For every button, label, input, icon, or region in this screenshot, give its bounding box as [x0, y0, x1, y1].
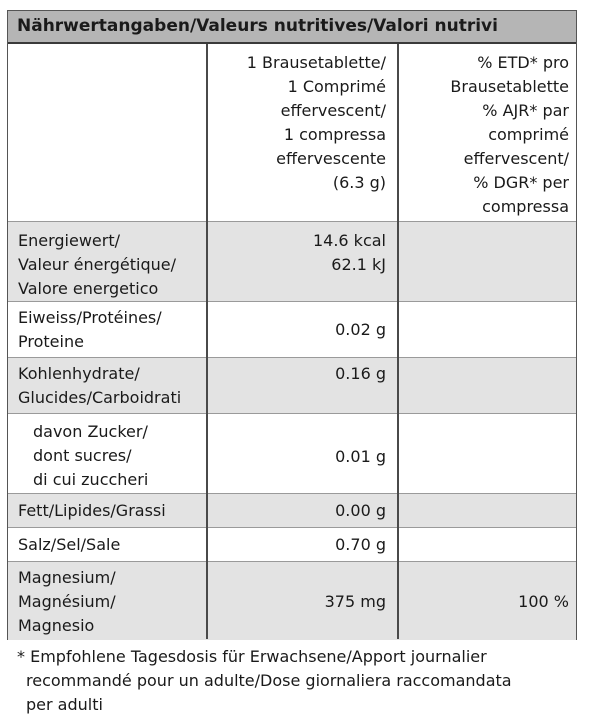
- row-value: 0.02 g: [335, 320, 386, 339]
- row-value: 0.70 g: [335, 535, 386, 554]
- nutrition-table: [7, 10, 577, 640]
- row-value: 375 mg: [324, 592, 386, 611]
- row-label: Magnesium/ Magnésium/ Magnesio: [18, 568, 116, 635]
- column-divider: [206, 44, 208, 639]
- row-percent: 100 %: [518, 592, 569, 611]
- row-label: Eiweiss/Protéines/ Proteine: [18, 308, 162, 351]
- row-value: 14.6 kcal 62.1 kJ: [312, 231, 386, 274]
- table-row-protein: [8, 301, 576, 357]
- row-label: Energiewert/ Valeur énergétique/ Valore energetico: [18, 231, 176, 298]
- table-row-sugars: [8, 413, 576, 493]
- table-row-fat: [8, 493, 576, 527]
- header-row: [8, 44, 576, 221]
- row-label: davon Zucker/ dont sucres/ di cui zuccheri: [33, 422, 149, 489]
- row-label: Kohlenhydrate/ Glucides/Carboidrati: [18, 364, 182, 407]
- row-value: 0.00 g: [335, 501, 386, 520]
- column-divider: [397, 44, 399, 639]
- row-value: 0.01 g: [335, 447, 386, 466]
- table-row-salt: [8, 527, 576, 561]
- row-label: Salz/Sel/Sale: [18, 535, 121, 554]
- table-row-carbohydrates: [8, 357, 576, 413]
- row-value: 0.16 g: [335, 364, 386, 383]
- header-serving: 1 Brausetablette/ 1 Comprimé effervescent/ 1 compressa effervescente (6.3 g): [246, 53, 386, 192]
- table-row-magnesium: [8, 561, 576, 640]
- header-percent: % ETD* pro Brausetablette % AJR* par comprimé effervescent/ % DGR* per compressa: [450, 53, 569, 216]
- row-label: Fett/Lipides/Grassi: [18, 501, 166, 520]
- footnote: * Empfohlene Tagesdosis für Erwachsene/Apport journalier recommandé pour un adulte/Dose giornaliera raccomandata per adulti: [17, 647, 512, 714]
- table-title: Nährwertangaben/Valeurs nutritives/Valori nutrivi: [8, 11, 576, 44]
- table-row-energy: [8, 221, 576, 301]
